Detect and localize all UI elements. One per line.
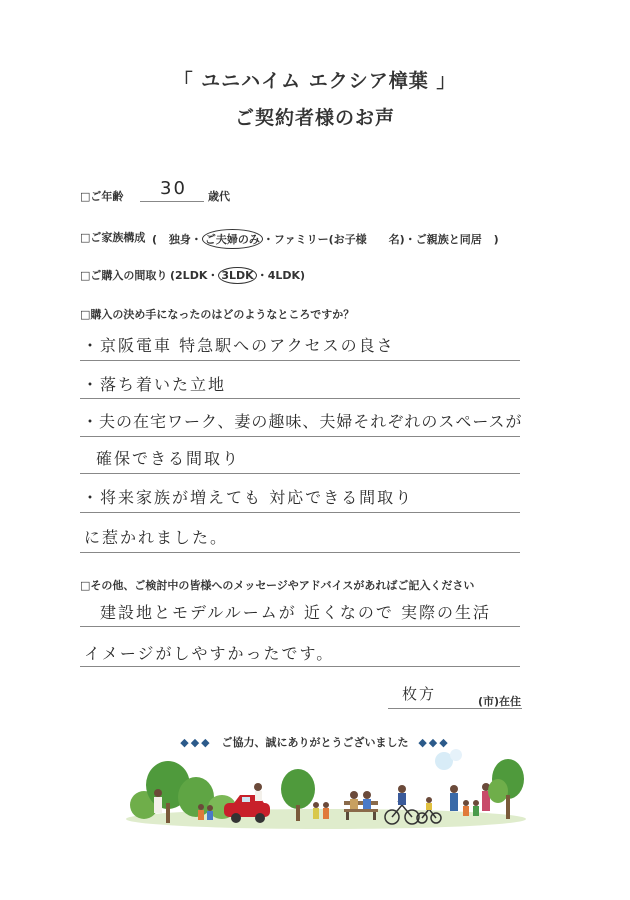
survey-subtitle: ご契約者様のお声 (234, 107, 395, 129)
family-close-paren: ) (493, 233, 499, 246)
family-option-couple-circled: ご夫婦のみ (202, 229, 263, 249)
layout-options (170, 267, 305, 284)
family-sep: ・ (262, 233, 274, 246)
tree-icon (488, 759, 524, 819)
message-line-2: イメージがしやすかったです。 (84, 644, 335, 663)
family-options (152, 229, 499, 249)
sky-cloud-icon (450, 749, 462, 761)
thanks-text: ご協力、誠にありがとうございました (221, 736, 409, 749)
message-line-1: 建設地とモデルルームが 近くなので 実際の生活 (100, 603, 491, 622)
family-sep: ・ (190, 233, 202, 246)
layout-label: □ご購入の間取り (80, 269, 168, 282)
layout-option-4ldk: 4LDK (267, 269, 301, 282)
age-suffix: 歳代 (208, 190, 230, 203)
layout-sep: ・ (207, 269, 219, 282)
age-label: □ご年齢 (80, 190, 124, 203)
reasons-line-4: 確保できる間取り (96, 449, 241, 468)
family-option-single: 独身 (168, 233, 191, 246)
reasons-line-1: ・京阪電車 特急駅へのアクセスの良さ (82, 336, 395, 355)
reasons-question: □購入の決め手になったのはどのようなところですか？ (80, 308, 355, 321)
reasons-line-6: に惹かれました。 (84, 528, 229, 547)
family-open-paren: ( (152, 233, 158, 246)
ruled-line (80, 436, 520, 437)
ruled-line (80, 398, 520, 399)
family-option-relatives: ご親族と同居 (415, 233, 482, 246)
ruled-line (80, 360, 520, 361)
residence-underline (388, 708, 522, 709)
ruled-line (80, 666, 520, 667)
ruled-line (80, 473, 520, 474)
survey-title: 「 ユニハイム エクシア樟葉 」 (173, 70, 457, 92)
ruled-line (80, 552, 520, 553)
family-option-family: ファミリー(お子様 名) (273, 233, 405, 246)
diamond-icon: ◆◆◆ (418, 736, 450, 749)
family-icon (450, 783, 490, 816)
layout-close-paren: ) (300, 269, 306, 282)
park-scene-illustration (126, 745, 526, 831)
residence-city: 枚方 (402, 685, 437, 703)
person-icon (154, 789, 162, 813)
age-value: 30 (160, 178, 187, 199)
reasons-line-2: ・落ち着いた立地 (82, 375, 227, 394)
family-sep: ・ (404, 233, 416, 246)
reasons-line-3: ・夫の在宅ワーク、妻の趣味、夫婦それぞれのスペースが (82, 412, 523, 431)
family-label: □ご家族構成 (80, 231, 146, 244)
reasons-line-5: ・将来家族が増えても 対応できる間取り (82, 488, 414, 507)
layout-option-3ldk-circled: 3LDK (218, 267, 256, 284)
ruled-line (80, 512, 520, 513)
layout-option-2ldk: 2LDK (175, 269, 208, 282)
residence-suffix: (市)在住 (478, 695, 522, 708)
diamond-icon: ◆◆◆ (180, 736, 212, 749)
ruled-line (80, 626, 520, 627)
person-icon (254, 783, 262, 801)
layout-open-paren: ( (170, 269, 176, 282)
age-underline (140, 201, 204, 202)
layout-sep: ・ (256, 269, 268, 282)
message-question: □その他、ご検討中の皆様へのメッセージやアドバイスがあればご記入ください (80, 579, 475, 592)
